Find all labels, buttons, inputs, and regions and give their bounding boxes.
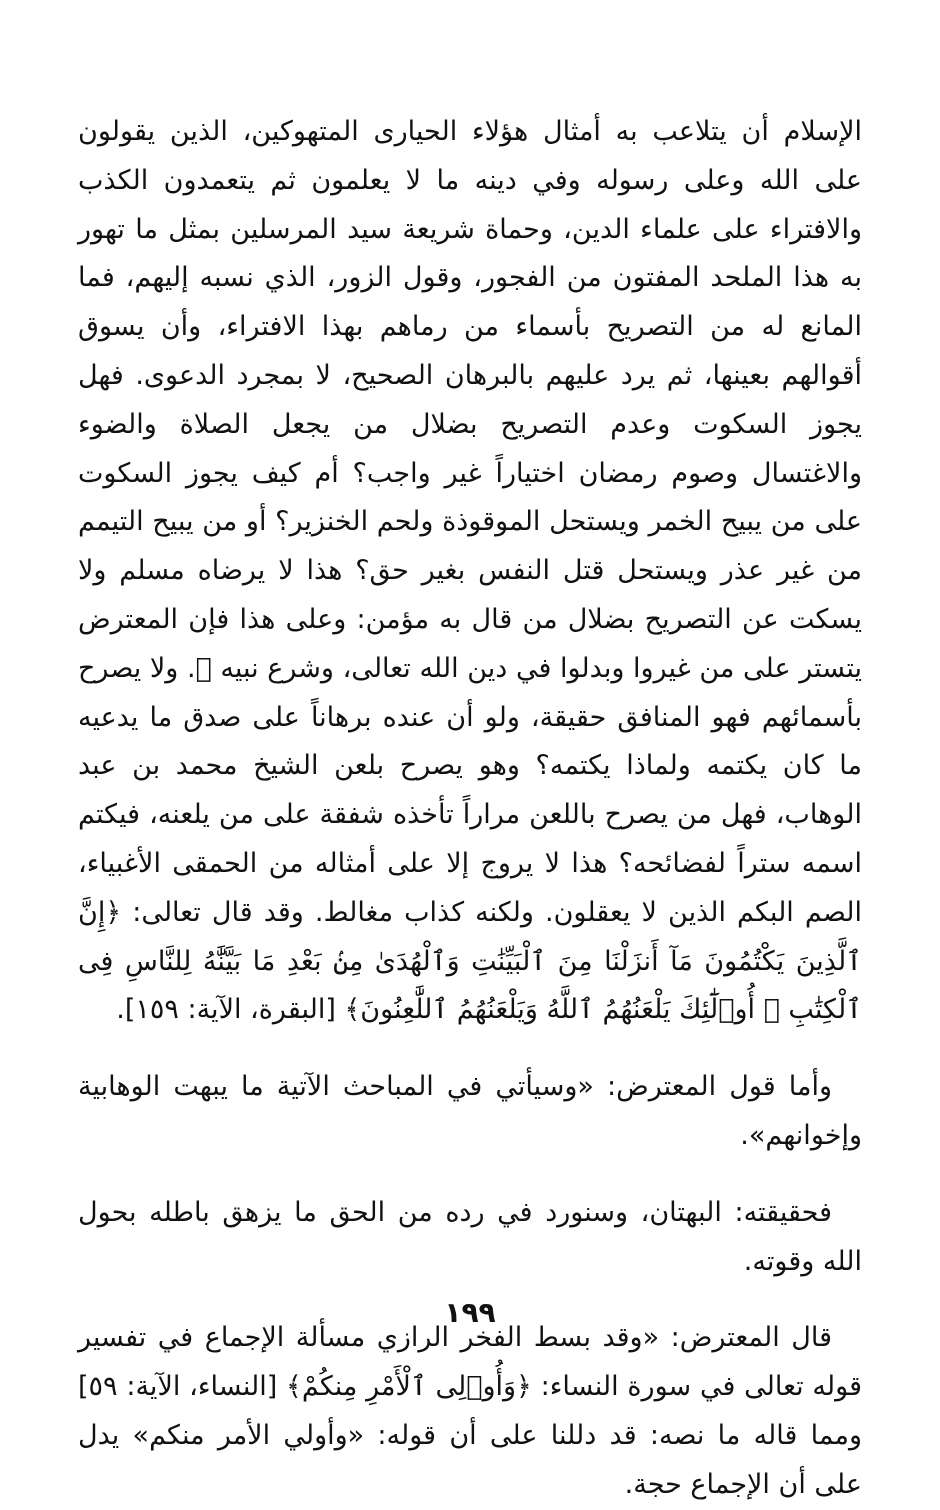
page-number: ١٩٩ [444, 1296, 496, 1329]
paragraph-1: الإسلام أن يتلاعب به أمثال هؤلاء الحيارى المتهوكين، الذين يقولون على الله وعلى رسوله وفي دينه ما لا يعلمون ثم يتعمدون الكذب والافتراء على علماء الدين، وحماة شريعة سيد المرسلين بمثل ما تهور به هذا الملحد المفتون من الفجور، وقول الزور، الذي نسبه إليهم، فما المانع له من التصريح بأسماء من رماهم بهذا الافتراء، وأن يسوق أقوالهم بعينها، ثم يرد عليهم بالبرهان الصحيح، لا بمجرد الدعوى. فهل يجوز السكوت وعدم التصريح بضلال من يجعل الصلاة والضوء والاغتسال وصوم رمضان اختياراً غير واجب؟ أم كيف يجوز السكوت على من يبيح الخمر ويستحل الموقوذة ولحم الخنزير؟ أو من يبيح التيمم من غير عذر ويستحل قتل النفس بغير حق؟ هذا لا يرضاه مسلم ولا يسكت عن التصريح بضلال من قال به مؤمن: وعلى هذا فإن المعترض يتستر على من غيروا وبدلوا في دين الله تعالى، وشرع نبيه ﷺ. ولا يصرح بأسمائهم فهو المنافق حقيقة، ولو أن عنده برهاناً على صدق ما يدعيه ما كان يكتمه ولماذا يكتمه؟ وهو يصرح بلعن الشيخ محمد بن عبد الوهاب، فهل من يصرح باللعن مراراً تأخذه شفقة على من يلعنه، فيكتم اسمه ستراً لفضائحه؟ هذا لا يروج إلا على أمثاله من الحمقى الأغبياء، الصم البكم الذين لا يعقلون. ولكنه كذاب مغالط. وقد قال تعالى: ﴿إِنَّ ٱلَّذِينَ يَكْتُمُونَ مَآ أَنزَلْنَا مِنَ ٱلْبَيِّنَٰتِ وَٱلْهُدَىٰ مِنۢ بَعْدِ مَا بَيَّنَّٰهُ لِلنَّاسِ فِى ٱلْكِتَٰبِ ۙ أُو۟لَٰٓئِكَ يَلْعَنُهُمُ ٱللَّهُ وَيَلْعَنُهُمُ ٱللَّٰعِنُونَ﴾ [البقرة، الآية: ١٥٩]. [78, 116, 862, 1026]
paragraph-2: وأما قول المعترض: «وسيأتي في المباحث الآتية ما يبهت الوهابية وإخوانهم». [78, 1071, 862, 1151]
paragraph-4: قال المعترض: «وقد بسط الفخر الرازي مسألة الإجماع في تفسير قوله تعالى في سورة النساء: ﴿وَأُو۟لِى ٱلْأَمْرِ مِنكُمْ﴾ [النساء، الآية: ٥٩] ومما قاله ما نصه: قد دللنا على أن قوله: «وأولي الأمر منكم» يدل على أن الإجماع حجة. [78, 1322, 862, 1500]
paragraph-3: فحقيقته: البهتان، وسنورد في رده من الحق ما يزهق باطله بحول الله وقوته. [78, 1196, 862, 1277]
